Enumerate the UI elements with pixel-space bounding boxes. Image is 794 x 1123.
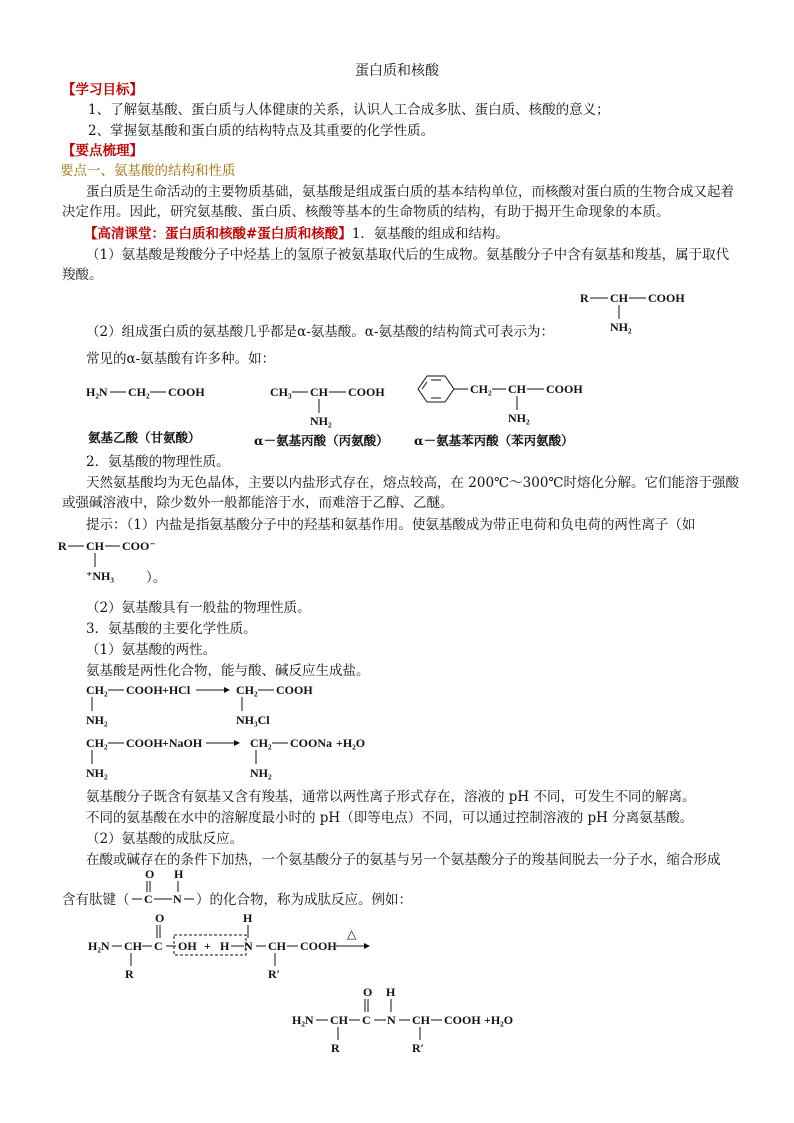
- chem-label: NH₂: [508, 411, 530, 425]
- chem-label: O: [155, 911, 165, 925]
- chem-label: NH₃Cl: [236, 713, 270, 727]
- hd-label: 【高清课堂：蛋白质和核酸#蛋白质和核酸】: [84, 226, 352, 242]
- chem-label: N: [173, 892, 182, 906]
- goal-2: 2、掌握氨基酸和蛋白质的结构特点及其重要的化学性质。: [88, 123, 435, 139]
- chem-label: NH₂: [310, 414, 332, 428]
- reaction-naoh: [84, 733, 384, 783]
- amphoteric-text: 氨基酸是两性化合物，能与酸、碱反应生成盐。: [86, 663, 370, 679]
- chem-label: C: [362, 1013, 371, 1027]
- chem-label: H: [386, 985, 396, 999]
- chem-label: COOH: [126, 736, 163, 750]
- chem-label: NH₂: [86, 766, 108, 780]
- chem-label: CH₂: [86, 683, 108, 697]
- chem-label: CH: [86, 539, 104, 553]
- chem-label: R: [331, 1041, 340, 1055]
- chem-label: R: [125, 967, 134, 981]
- chem-label: +: [204, 939, 211, 953]
- peptide-heading: （2）氨基酸的成肽反应。: [86, 831, 244, 847]
- chem-label: COOH: [300, 939, 337, 953]
- chem-label: +HCl: [162, 683, 191, 697]
- peptide-reactants: [86, 910, 376, 982]
- chem-label: NH₂: [610, 320, 632, 334]
- hint-line: 提示：（1）内盐是指氨基酸分子中的羟基和氨基作用。使氨基酸成为带正电荷和负电荷的两性离子（如: [86, 517, 696, 533]
- chem-label: NH₂: [250, 766, 272, 780]
- glycine-formula: [84, 380, 214, 404]
- chem-label: H: [243, 911, 253, 925]
- caption-phenylalanine: α－氨基苯丙酸（苯丙氨酸）: [414, 433, 574, 448]
- peptide-product: [290, 984, 530, 1056]
- chem-label: CH₂: [470, 382, 492, 396]
- chem-label: H₂N: [86, 385, 108, 399]
- chem-label: O: [363, 985, 373, 999]
- chem-label: COOH: [648, 291, 685, 305]
- chem-label: R′: [412, 1041, 425, 1055]
- paragraph-2: （2）组成蛋白质的氨基酸几乎都是α-氨基酸。α-氨基酸的结构简式可表示为：: [86, 324, 554, 340]
- heading-review: 【要点梳理】: [62, 143, 143, 159]
- chem-label: ⁺NH₃: [86, 569, 114, 583]
- amphoteric-heading: （1）氨基酸的两性。: [86, 642, 217, 658]
- hd-line: [84, 224, 509, 244]
- chem-label: +NaOH: [162, 736, 203, 750]
- chem-label: COOH: [546, 382, 583, 396]
- isoelectric-text: 不同的氨基酸在水中的溶解度最小时的 pH（即等电点）不同，可以通过控制溶液的 pH 分离氨基酸。: [86, 810, 694, 826]
- chem-label: OH: [178, 939, 197, 953]
- chem-label: COOH: [444, 1013, 481, 1027]
- peptide-text-1: 在酸或碱存在的条件下加热，一个氨基酸分子的氨基与另一个氨基酸分子的羧基间脱去一分子水，缩合形成: [86, 852, 721, 868]
- alanine-formula: [268, 380, 398, 428]
- chem-label: CH₂: [236, 683, 258, 697]
- chem-label: COOH: [168, 385, 205, 399]
- caption-glycine: 氨基乙酸（甘氨酸）: [88, 430, 201, 445]
- section-3: 3．氨基酸的主要化学性质。: [86, 621, 257, 637]
- zwitter-text: 氨基酸分子既含有氨基又含有羧基，通常以两性离子形式存在，溶液的 pH 不同，可发生不同的解离。: [86, 789, 696, 805]
- chem-label: R: [580, 291, 589, 305]
- chem-label: O: [145, 868, 155, 881]
- caption-alanine: α－氨基丙酸（丙氨酸）: [254, 433, 389, 448]
- hint-close: ）。: [146, 570, 167, 586]
- heading-goals: 【学习目标】: [62, 82, 143, 98]
- chem-label: CH: [124, 939, 142, 953]
- chem-label: C: [154, 939, 163, 953]
- chem-label: NH₂: [86, 713, 108, 727]
- chem-label: H: [220, 939, 230, 953]
- chem-label: H₂N: [88, 939, 110, 953]
- chem-label: +H₂O: [336, 736, 366, 750]
- page-title: 蛋白质和核酸: [355, 63, 439, 79]
- chem-label: COOH: [276, 683, 313, 697]
- chem-label: R′: [268, 967, 281, 981]
- chem-label: COOH: [126, 683, 163, 697]
- chem-label: CH₂: [86, 736, 108, 750]
- chem-label: COONa: [290, 736, 332, 750]
- chem-label: COO⁻: [122, 539, 156, 553]
- hint-2: （2）氨基酸具有一般盐的物理性质。: [86, 600, 311, 616]
- phenylalanine-formula: [414, 370, 594, 428]
- chem-label: CH: [310, 385, 328, 399]
- section-2: 2．氨基酸的物理性质。: [86, 454, 230, 470]
- chem-label: CH: [330, 1013, 348, 1027]
- chem-label: CH: [268, 939, 286, 953]
- intro-paragraph: 蛋白质是生命活动的主要物质基础，氨基酸是组成蛋白质的基本结构单位，而核酸对蛋白质的生物合成又起着决定作用。因此，研究氨基酸、蛋白质、核酸等基本的生命物质的结构，有助于揭开生命现象的本质。: [62, 184, 734, 220]
- physical-properties: 天然氨基酸均为无色晶体，主要以内盐形式存在，熔点较高，在 200℃～300℃时熔化分解。它们能溶于强酸或强碱溶液中，除少数外一般都能溶于水，而难溶于乙醇、乙醚。: [62, 475, 740, 511]
- chem-label: CH₂: [128, 385, 150, 399]
- peptide-bond-formula: [130, 868, 202, 908]
- reaction-hcl: [84, 680, 334, 730]
- chem-label: C: [144, 892, 153, 906]
- chem-label: +H₂O: [484, 1013, 514, 1027]
- chem-label: H: [174, 868, 184, 881]
- chem-label: CH: [412, 1013, 430, 1027]
- chem-label: CH: [610, 291, 628, 305]
- heading-point1: 要点一、氨基酸的结构和性质: [60, 163, 236, 179]
- chem-label: CH: [508, 382, 526, 396]
- chem-label: CH₂: [250, 736, 272, 750]
- peptide-text-2a: 含有肽键（: [62, 892, 130, 908]
- peptide-text-2b: ）的化合物，称为成肽反应。例如：: [196, 892, 412, 908]
- hd-rest: 1．氨基酸的组成和结构。: [351, 226, 509, 242]
- chem-label: CH₃: [270, 385, 292, 399]
- chem-label: H₂N: [292, 1013, 314, 1027]
- chem-label: N: [387, 1013, 396, 1027]
- chem-label: COOH: [348, 385, 385, 399]
- goal-1: 1、了解氨基酸、蛋白质与人体健康的关系，认识人工合成多肽、蛋白质、核酸的意义；: [88, 102, 610, 118]
- chem-label: R: [58, 539, 67, 553]
- chem-label: △: [347, 927, 357, 941]
- chem-label: N: [244, 939, 253, 953]
- paragraph-3: 常见的α-氨基酸有许多种。如：: [86, 351, 276, 367]
- paragraph-1: （1）氨基酸是羧酸分子中烃基上的氢原子被氨基取代后的生成物。氨基酸分子中含有氨基和羧基，属于取代羧酸。: [62, 247, 730, 283]
- alpha-amino-acid-formula: [578, 288, 698, 336]
